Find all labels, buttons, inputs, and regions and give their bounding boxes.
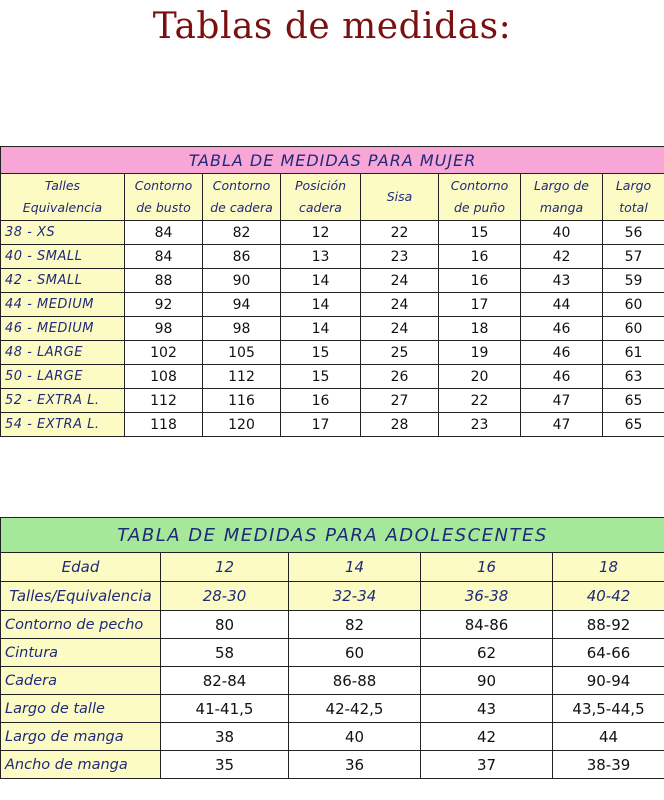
edad-cell: 18 bbox=[553, 553, 664, 582]
measure-cell: 25 bbox=[361, 341, 439, 365]
measure-cell: 38-39 bbox=[553, 751, 664, 779]
measure-cell: 108 bbox=[125, 365, 203, 389]
page-title: Tablas de medidas: bbox=[152, 6, 512, 47]
measure-cell: 42 bbox=[521, 245, 603, 269]
measure-cell: 44 bbox=[521, 293, 603, 317]
measure-cell: 60 bbox=[603, 317, 664, 341]
measure-cell: 35 bbox=[161, 751, 289, 779]
measure-label: Contorno de pecho bbox=[1, 611, 161, 639]
measure-cell: 16 bbox=[439, 269, 521, 293]
talle-label: 40 - SMALL bbox=[1, 245, 125, 269]
measure-cell: 38 bbox=[161, 723, 289, 751]
measure-cell: 42-42,5 bbox=[289, 695, 421, 723]
measure-cell: 19 bbox=[439, 341, 521, 365]
table-row bbox=[1, 221, 664, 245]
measure-cell: 88-92 bbox=[553, 611, 664, 639]
header-cell: Largo total bbox=[603, 174, 664, 221]
measure-cell: 102 bbox=[125, 341, 203, 365]
women-size-table bbox=[0, 146, 664, 437]
talle-cell: 32-34 bbox=[289, 582, 421, 611]
talles-label: Talles/Equivalencia bbox=[1, 582, 161, 611]
header-cell: Contorno de puño bbox=[439, 174, 521, 221]
measure-cell: 94 bbox=[203, 293, 281, 317]
measure-cell: 82-84 bbox=[161, 667, 289, 695]
measure-cell: 14 bbox=[281, 269, 361, 293]
measure-cell: 92 bbox=[125, 293, 203, 317]
measure-cell: 22 bbox=[361, 221, 439, 245]
table-row bbox=[1, 293, 664, 317]
talle-cell: 40-42 bbox=[553, 582, 664, 611]
measure-cell: 46 bbox=[521, 317, 603, 341]
measure-cell: 24 bbox=[361, 269, 439, 293]
measure-cell: 90 bbox=[203, 269, 281, 293]
table-row bbox=[1, 695, 664, 723]
measure-label: Cintura bbox=[1, 639, 161, 667]
measure-label: Largo de manga bbox=[1, 723, 161, 751]
table-row bbox=[1, 389, 664, 413]
measure-cell: 37 bbox=[421, 751, 553, 779]
header-cell: Contorno de busto bbox=[125, 174, 203, 221]
measure-cell: 90 bbox=[421, 667, 553, 695]
table-row bbox=[1, 639, 664, 667]
measure-cell: 59 bbox=[603, 269, 664, 293]
table-row bbox=[1, 723, 664, 751]
edad-cell: 12 bbox=[161, 553, 289, 582]
measure-cell: 56 bbox=[603, 221, 664, 245]
teens-table-body bbox=[1, 611, 664, 779]
talle-cell: 28-30 bbox=[161, 582, 289, 611]
measure-cell: 42 bbox=[421, 723, 553, 751]
table-row bbox=[1, 365, 664, 389]
measure-cell: 17 bbox=[439, 293, 521, 317]
talle-label: 50 - LARGE bbox=[1, 365, 125, 389]
talles-row bbox=[1, 582, 664, 611]
measure-cell: 80 bbox=[161, 611, 289, 639]
table-row bbox=[1, 245, 664, 269]
measure-cell: 28 bbox=[361, 413, 439, 437]
measure-cell: 24 bbox=[361, 293, 439, 317]
measure-cell: 41-41,5 bbox=[161, 695, 289, 723]
table-row bbox=[1, 341, 664, 365]
measure-cell: 63 bbox=[603, 365, 664, 389]
measure-cell: 90-94 bbox=[553, 667, 664, 695]
measure-label: Cadera bbox=[1, 667, 161, 695]
women-table-body bbox=[1, 221, 664, 437]
talle-label: 42 - SMALL bbox=[1, 269, 125, 293]
measure-cell: 44 bbox=[553, 723, 664, 751]
measure-label: Largo de talle bbox=[1, 695, 161, 723]
measure-cell: 61 bbox=[603, 341, 664, 365]
measure-cell: 12 bbox=[281, 221, 361, 245]
measure-cell: 84-86 bbox=[421, 611, 553, 639]
talle-label: 54 - EXTRA L. bbox=[1, 413, 125, 437]
measure-cell: 46 bbox=[521, 341, 603, 365]
measure-cell: 40 bbox=[521, 221, 603, 245]
measure-cell: 64-66 bbox=[553, 639, 664, 667]
women-table-title: TABLA DE MEDIDAS PARA MUJER bbox=[1, 147, 664, 174]
measure-cell: 15 bbox=[439, 221, 521, 245]
women-header-row bbox=[1, 174, 664, 221]
edad-label: Edad bbox=[1, 553, 161, 582]
measure-cell: 47 bbox=[521, 389, 603, 413]
table-row bbox=[1, 667, 664, 695]
table-row bbox=[1, 269, 664, 293]
measure-cell: 65 bbox=[603, 389, 664, 413]
measure-cell: 23 bbox=[361, 245, 439, 269]
measure-cell: 14 bbox=[281, 317, 361, 341]
edad-row bbox=[1, 553, 664, 582]
measure-cell: 26 bbox=[361, 365, 439, 389]
measure-cell: 82 bbox=[289, 611, 421, 639]
measure-cell: 57 bbox=[603, 245, 664, 269]
edad-cell: 16 bbox=[421, 553, 553, 582]
measure-cell: 62 bbox=[421, 639, 553, 667]
measure-cell: 13 bbox=[281, 245, 361, 269]
teens-table-title: TABLA DE MEDIDAS PARA ADOLESCENTES bbox=[1, 518, 664, 553]
measure-cell: 112 bbox=[125, 389, 203, 413]
measure-cell: 14 bbox=[281, 293, 361, 317]
header-cell: Contorno de cadera bbox=[203, 174, 281, 221]
measure-cell: 46 bbox=[521, 365, 603, 389]
measure-cell: 16 bbox=[281, 389, 361, 413]
measure-cell: 40 bbox=[289, 723, 421, 751]
measure-cell: 43 bbox=[521, 269, 603, 293]
measure-cell: 84 bbox=[125, 245, 203, 269]
measure-cell: 43 bbox=[421, 695, 553, 723]
measure-cell: 27 bbox=[361, 389, 439, 413]
talle-label: 44 - MEDIUM bbox=[1, 293, 125, 317]
teens-size-table bbox=[0, 517, 664, 779]
header-cell: Posición cadera bbox=[281, 174, 361, 221]
measure-cell: 60 bbox=[603, 293, 664, 317]
measure-cell: 118 bbox=[125, 413, 203, 437]
measure-cell: 98 bbox=[203, 317, 281, 341]
measure-cell: 88 bbox=[125, 269, 203, 293]
measure-cell: 20 bbox=[439, 365, 521, 389]
measure-cell: 105 bbox=[203, 341, 281, 365]
talle-label: 52 - EXTRA L. bbox=[1, 389, 125, 413]
measure-cell: 60 bbox=[289, 639, 421, 667]
measure-cell: 16 bbox=[439, 245, 521, 269]
measure-cell: 120 bbox=[203, 413, 281, 437]
measure-cell: 18 bbox=[439, 317, 521, 341]
measure-cell: 15 bbox=[281, 365, 361, 389]
measure-cell: 15 bbox=[281, 341, 361, 365]
measure-cell: 47 bbox=[521, 413, 603, 437]
table-row bbox=[1, 751, 664, 779]
table-row bbox=[1, 611, 664, 639]
measure-cell: 86 bbox=[203, 245, 281, 269]
table-row bbox=[1, 317, 664, 341]
measure-cell: 82 bbox=[203, 221, 281, 245]
measure-cell: 116 bbox=[203, 389, 281, 413]
measure-cell: 17 bbox=[281, 413, 361, 437]
measure-cell: 65 bbox=[603, 413, 664, 437]
measure-cell: 24 bbox=[361, 317, 439, 341]
measure-cell: 22 bbox=[439, 389, 521, 413]
measure-cell: 112 bbox=[203, 365, 281, 389]
measure-cell: 84 bbox=[125, 221, 203, 245]
header-cell: Largo de manga bbox=[521, 174, 603, 221]
talle-label: 48 - LARGE bbox=[1, 341, 125, 365]
measure-cell: 86-88 bbox=[289, 667, 421, 695]
talle-label: 38 - XS bbox=[1, 221, 125, 245]
table-row bbox=[1, 413, 664, 437]
talle-label: 46 - MEDIUM bbox=[1, 317, 125, 341]
measure-cell: 98 bbox=[125, 317, 203, 341]
edad-cell: 14 bbox=[289, 553, 421, 582]
header-cell: Talles Equivalencia bbox=[1, 174, 125, 221]
measure-cell: 43,5-44,5 bbox=[553, 695, 664, 723]
measure-cell: 23 bbox=[439, 413, 521, 437]
talle-cell: 36-38 bbox=[421, 582, 553, 611]
measure-cell: 58 bbox=[161, 639, 289, 667]
header-cell: Sisa bbox=[361, 174, 439, 221]
measure-label: Ancho de manga bbox=[1, 751, 161, 779]
measure-cell: 36 bbox=[289, 751, 421, 779]
